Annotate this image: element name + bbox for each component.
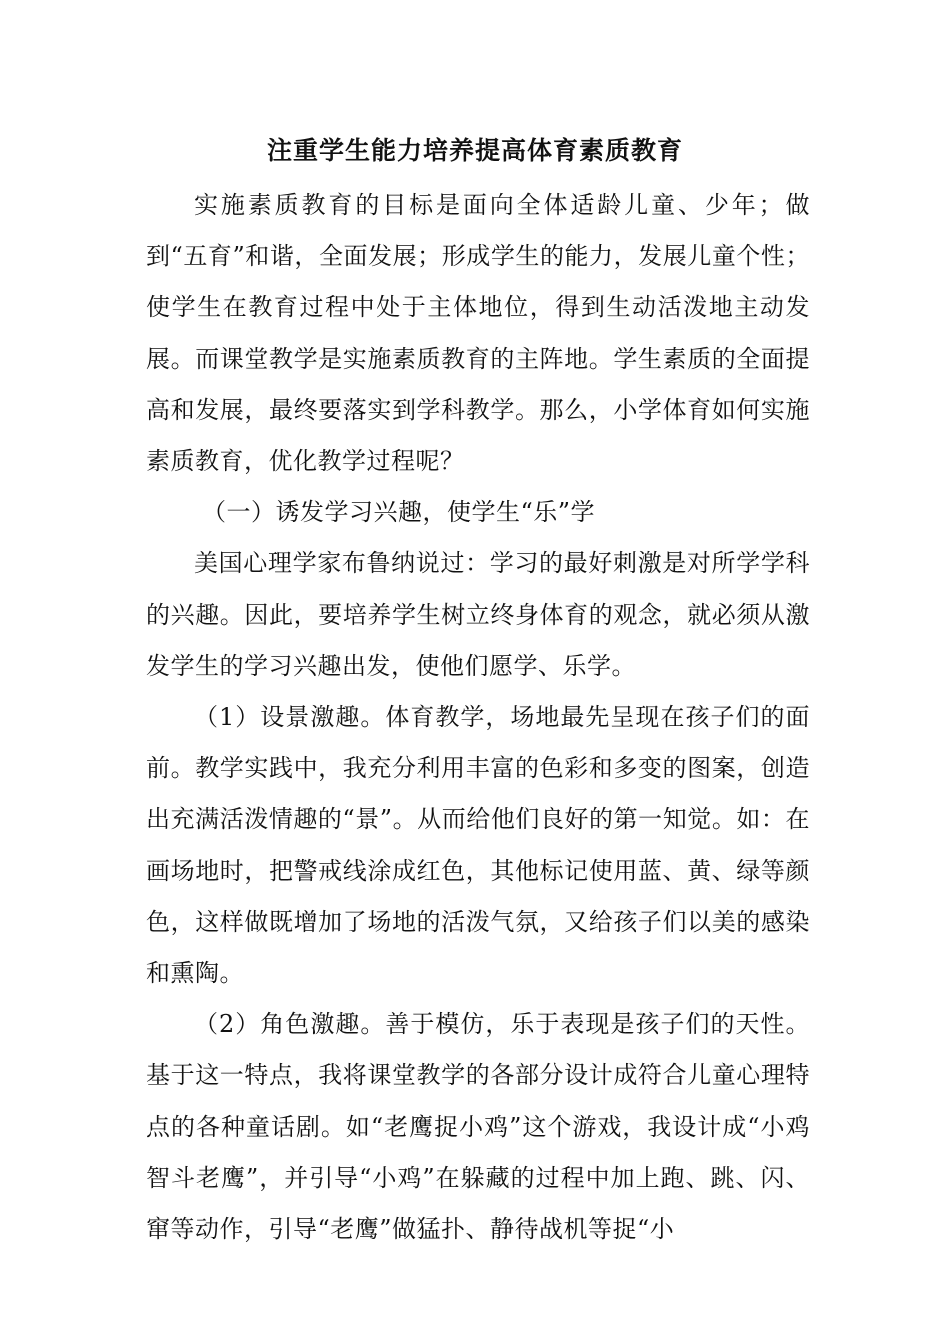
section-paragraph-scene-interest: （1）设景激趣。体育教学，场地最先呈现在孩子们的面前。教学实践中，我充分利用丰富的色彩和多变的图案，创造出充满活泼情趣的“景”。从而给他们良好的第一知觉。如：在画场地时，把警戒线涂成红色，其他标记使用蓝、黄、绿等颜色，这样做既增加了场地的活泼气氛，又给孩子们以美的感染和熏陶。 <box>146 703 810 988</box>
section-paragraph-bruner: 美国心理学家布鲁纳说过：学习的最好刺激是对所学学科的兴趣。因此，要培养学生树立终身体育的观念，就必须从激发学生的学习兴趣出发，使他们愿学、乐学。 <box>146 549 810 680</box>
document-body <box>146 180 810 1255</box>
section-heading: （一）诱发学习兴趣，使学生“乐”学 <box>202 498 596 527</box>
intro-paragraph: 实施素质教育的目标是面向全体适龄儿童、少年；做到“五育”和谐，全面发展；形成学生的能力，发展儿童个性；使学生在教育过程中处于主体地位，得到生动活泼地主动发展。而课堂教学是实施素质教育的主阵地。学生素质的全面提高和发展，最终要落实到学科教学。那么，小学体育如何实施素质教育，优化教学过程呢？ <box>146 191 810 476</box>
document-title: 注重学生能力培养提高体育素质教育 <box>266 136 683 165</box>
section-paragraph-role-interest: （2）角色激趣。善于模仿，乐于表现是孩子们的天性。基于这一特点，我将课堂教学的各部分设计成符合儿童心理特点的各种童话剧。如“老鹰捉小鸡”这个游戏，我设计成“小鸡智斗老鹰”，并引导“小鸡”在躲藏的过程中加上跑、跳、闪、窜等动作，引导“老鹰”做猛扑、静待战机等捉“小 <box>146 1010 810 1244</box>
